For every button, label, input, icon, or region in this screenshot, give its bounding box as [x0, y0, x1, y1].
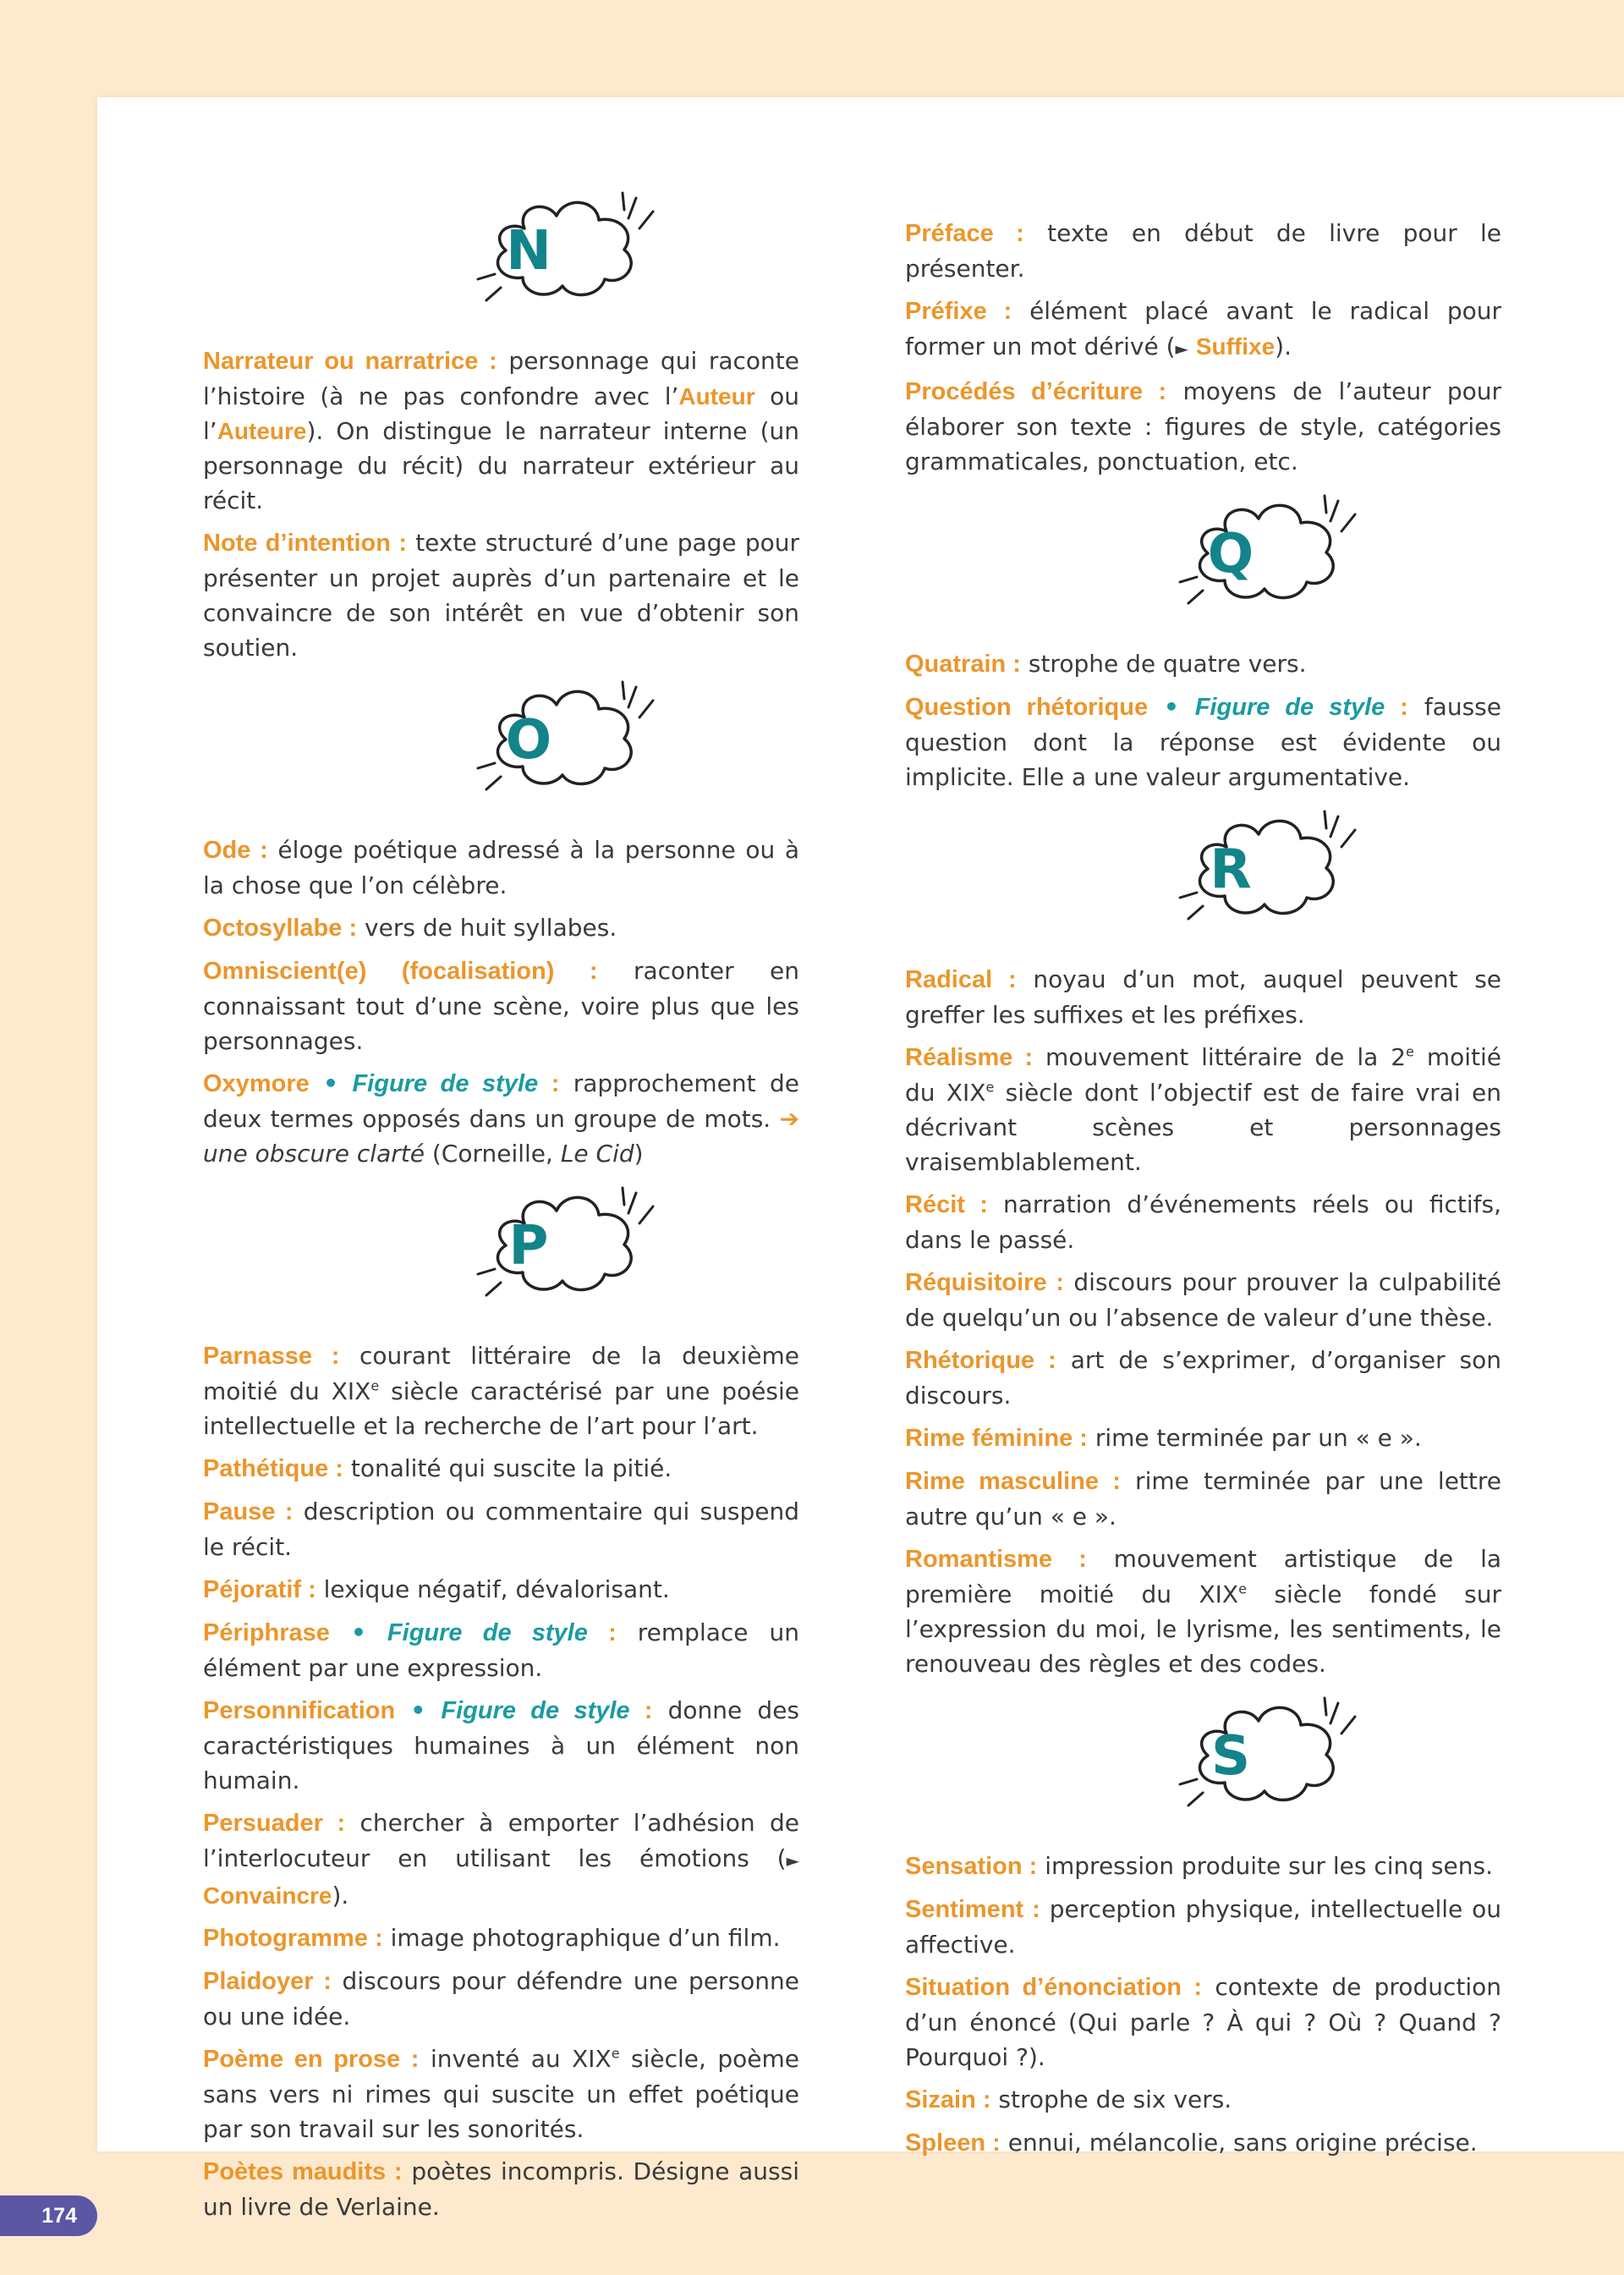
entry-poetes-maudits	[203, 2154, 799, 2224]
definition: art de s’exprimer, d’organiser son discours.	[905, 1346, 1501, 1410]
superscript: e	[611, 2045, 620, 2062]
term: Procédés d’écriture :	[905, 378, 1167, 405]
definition: discours pour prouver la culpabilité de quelqu’un ou l’absence de valeur d’une thèse.	[905, 1268, 1501, 1332]
term: Sizain :	[905, 2086, 991, 2113]
cross-ref: Auteure	[217, 418, 307, 444]
definition: image photographique d’un film.	[382, 1924, 781, 1952]
colon: :	[538, 1070, 560, 1097]
superscript: e	[1406, 1043, 1414, 1060]
letter-heading-o	[203, 675, 799, 819]
definition: contexte de production d’un énoncé (Qui parle ? À qui ? Où ? Quand ? Pourquoi ?).	[905, 1973, 1501, 2071]
superscript: e	[370, 1377, 380, 1394]
definition: moyens de l’auteur pour élaborer son texte : figures de style, catégories grammaticales, ponctuation, etc.	[905, 377, 1501, 475]
term: Photogramme :	[203, 1925, 383, 1952]
entry-parnasse	[203, 1338, 799, 1443]
page-number: 174	[41, 2204, 77, 2228]
term: Rime masculine :	[905, 1468, 1121, 1495]
definition: strophe de quatre vers.	[1020, 650, 1307, 678]
term: Question rhétorique	[905, 694, 1149, 721]
term: Préfixe :	[905, 298, 1012, 325]
term: Radical :	[905, 966, 1017, 993]
definition: ). On distingue le narrateur interne (un personnage du récit) du narrateur extérieur au récit.	[203, 417, 799, 514]
page-number-badge	[0, 2195, 97, 2236]
letter-o: O	[505, 709, 552, 772]
entry-plaidoyer	[203, 1964, 799, 2034]
definition: inventé au XIX	[419, 2045, 612, 2073]
definition: poètes incompris. Désigne aussi un livre de Verlaine.	[203, 2157, 799, 2221]
cross-ref: Convaincre	[203, 1882, 332, 1909]
letter-heading-q	[905, 489, 1501, 633]
term: Rime féminine :	[905, 1425, 1088, 1452]
cross-ref: Auteur	[678, 383, 755, 409]
right-column	[905, 216, 1501, 2168]
definition: ).	[332, 1882, 349, 1910]
example: une obscure clarté	[203, 1140, 425, 1168]
entry-rhetorique	[905, 1343, 1501, 1413]
letter-r: R	[1210, 838, 1252, 901]
term: Récit :	[905, 1191, 988, 1218]
definition: élément placé avant le radical pour former un mot dérivé (	[905, 297, 1501, 360]
letter-heading-r	[905, 805, 1501, 948]
superscript: e	[985, 1079, 995, 1096]
entry-recit	[905, 1187, 1501, 1257]
source: (Corneille,	[424, 1140, 561, 1168]
entry-radical	[905, 962, 1501, 1032]
definition: personnage qui raconte l’histoire (à ne pas confondre avec l’	[203, 347, 799, 410]
definition: fausse question dont la réponse est évidente ou implicite. Elle a une valeur argumentative.	[905, 693, 1501, 791]
definition: texte en début de livre pour le présenter.	[905, 219, 1502, 283]
colon: :	[587, 1619, 617, 1646]
entry-pejoratif	[203, 1572, 799, 1607]
cross-ref: Suffixe	[1195, 333, 1276, 360]
term: Note d’intention :	[203, 530, 407, 557]
definition: siècle, poème sans vers ni rimes qui suscite un effet poétique par son travail sur les sonorités.	[203, 2045, 800, 2143]
letter-p: P	[508, 1215, 549, 1278]
bullet: •	[1163, 693, 1179, 721]
definition: tonalité qui suscite la pitié.	[343, 1454, 672, 1482]
entry-rime-feminine	[905, 1421, 1501, 1456]
term: Quatrain :	[905, 651, 1021, 678]
term: Pathétique :	[203, 1455, 343, 1482]
term: Omniscient(e) (focalisation) :	[203, 958, 598, 985]
term: Ode :	[203, 837, 268, 864]
term: Préface :	[905, 220, 1024, 247]
definition: rime terminée par un « e ».	[1087, 1424, 1422, 1452]
entry-oxymore	[203, 1066, 799, 1171]
entry-pathetique	[203, 1451, 799, 1486]
definition: éloge poétique adressé à la personne ou à la chose que l’on célèbre.	[203, 836, 799, 899]
term: Périphrase	[203, 1619, 330, 1646]
definition: narration d’événements réels ou fictifs, dans le passé.	[905, 1190, 1501, 1254]
term: Oxymore	[203, 1070, 310, 1097]
entry-photogramme	[203, 1921, 799, 1956]
term: Poètes maudits :	[203, 2158, 403, 2185]
term: Péjoratif :	[203, 1576, 316, 1603]
entry-pause	[203, 1494, 799, 1564]
figure-label: Figure de style	[441, 1697, 630, 1724]
definition: rapprochement de deux termes opposés dans un groupe de mots.	[203, 1069, 800, 1133]
entry-preface	[905, 216, 1501, 286]
definition: rime terminée par une lettre autre qu’un « e ».	[905, 1467, 1502, 1530]
term: Réquisitoire :	[905, 1269, 1064, 1296]
triangle-right-icon: ►	[786, 1850, 799, 1871]
entry-requisitoire	[905, 1265, 1501, 1335]
entry-question-rhetorique	[905, 690, 1501, 794]
letter-s: S	[1210, 1725, 1251, 1788]
bullet: •	[410, 1696, 426, 1724]
definition: vers de huit syllabes.	[357, 914, 617, 942]
bullet: •	[323, 1069, 339, 1097]
entry-spleen	[905, 2125, 1501, 2161]
term: Réalisme :	[905, 1044, 1034, 1071]
definition: ).	[1275, 332, 1292, 360]
left-column	[203, 186, 799, 2232]
letter-n: N	[506, 220, 551, 283]
entry-situation	[905, 1970, 1501, 2074]
term: Situation d’énonciation :	[905, 1974, 1203, 2001]
entry-personnification	[203, 1693, 799, 1798]
source: )	[634, 1140, 644, 1168]
letter-heading-p	[203, 1181, 799, 1325]
entry-note-intention	[203, 525, 799, 665]
triangle-right-icon: ►	[1175, 338, 1188, 359]
entry-procedes	[905, 374, 1501, 479]
entry-sizain	[905, 2082, 1501, 2118]
definition: chercher à emporter l’adhésion de l’interlocuteur en utilisant les émotions (	[203, 1809, 800, 1872]
letter-q: Q	[1207, 523, 1254, 585]
entry-ode	[203, 833, 799, 903]
entry-prefixe	[905, 294, 1501, 366]
definition: texte structuré d’une page pour présenter un projet auprès d’un partenaire et le convaincre de son intérêt en vue d’obtenir son soutien.	[203, 529, 800, 662]
source-title: Le Cid	[560, 1140, 634, 1168]
term: Poème en prose :	[203, 2046, 420, 2073]
term: Romantisme :	[905, 1546, 1087, 1573]
definition: courant littéraire de la deuxième moitié du XIX	[203, 1342, 799, 1405]
colon: :	[629, 1697, 653, 1724]
term: Sentiment :	[905, 1896, 1040, 1923]
entry-rime-masculine	[905, 1464, 1501, 1534]
definition: description ou commentaire qui suspend le récit.	[203, 1497, 799, 1561]
definition: discours pour défendre une personne ou une idée.	[203, 1967, 799, 2030]
entry-sensation	[905, 1849, 1501, 1884]
definition: mouvement artistique de la première moitié du XIX	[905, 1545, 1501, 1608]
term: Personnification	[203, 1697, 396, 1724]
entry-sentiment	[905, 1892, 1501, 1962]
definition: perception physique, intellectuelle ou affective.	[905, 1895, 1501, 1959]
term: Pause :	[203, 1498, 294, 1525]
term: Rhétorique :	[905, 1347, 1056, 1374]
superscript: e	[1238, 1580, 1247, 1597]
entry-octosyllabe	[203, 910, 799, 946]
colon: :	[1385, 694, 1408, 721]
term: Persuader :	[203, 1810, 346, 1837]
term: Spleen :	[905, 2129, 1001, 2157]
figure-label: Figure de style	[1194, 694, 1385, 721]
definition: noyau d’un mot, auquel peuvent se greffer les suffixes et les préfixes.	[905, 965, 1502, 1029]
definition: siècle fondé sur l’expression du moi, le lyrisme, les sentiments, le renouveau des règles et des codes.	[905, 1580, 1501, 1678]
definition: impression produite sur les cinq sens.	[1037, 1852, 1493, 1880]
definition: siècle dont l’objectif est de faire vrai en décrivant scènes et personnages vraisemblablement.	[905, 1079, 1501, 1176]
entry-realisme	[905, 1040, 1501, 1179]
entry-persuader	[203, 1805, 799, 1913]
definition: ennui, mélancolie, sans origine précise.	[1000, 2129, 1478, 2157]
definition: donne des caractéristiques humaines à un élément non humain.	[203, 1696, 800, 1794]
letter-heading-n	[203, 186, 799, 330]
term: Plaidoyer :	[203, 1968, 332, 1995]
entry-periphrase	[203, 1615, 799, 1685]
definition: remplace un élément par une expression.	[203, 1618, 800, 1682]
entry-romantisme	[905, 1541, 1501, 1681]
definition: lexique négatif, dévalorisant.	[315, 1575, 670, 1603]
entry-poeme-prose	[203, 2041, 799, 2146]
definition: raconter en connaissant tout d’une scène, voire plus que les personnages.	[203, 957, 799, 1055]
definition: moitié du XIX	[905, 1043, 1501, 1107]
figure-label: Figure de style	[387, 1619, 588, 1646]
definition: mouvement littéraire de la 2	[1033, 1043, 1407, 1071]
term: Sensation :	[905, 1853, 1038, 1880]
term: Octosyllabe :	[203, 915, 358, 942]
letter-heading-s	[905, 1691, 1501, 1835]
bullet: •	[350, 1618, 366, 1646]
term: Narrateur ou narratrice :	[203, 348, 497, 375]
term: Parnasse :	[203, 1343, 340, 1370]
entry-quatrain	[905, 646, 1501, 682]
entry-omniscient	[203, 953, 799, 1058]
entry-narrateur	[203, 343, 799, 518]
arrow-right-icon: ➔	[779, 1105, 799, 1133]
glossary-page	[97, 97, 1624, 2221]
figure-label: Figure de style	[352, 1070, 539, 1097]
definition: siècle caractérisé par une poésie intellectuelle et la recherche de l’art pour l’art.	[203, 1377, 799, 1440]
definition: strophe de six vers.	[990, 2085, 1232, 2113]
definition: ou l’	[203, 382, 799, 445]
